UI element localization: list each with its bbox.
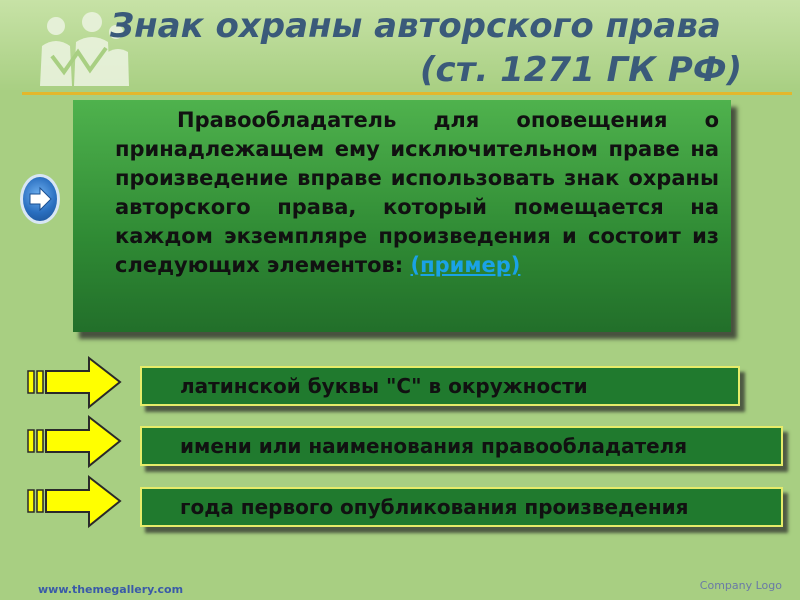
list-item	[140, 366, 740, 406]
list-item	[140, 487, 783, 527]
page-subtitle: (ст. 1271 ГК РФ)	[420, 50, 743, 90]
next-button[interactable]	[20, 174, 60, 224]
list-item	[140, 426, 783, 466]
right-arrow-icon	[23, 177, 57, 221]
footer-logo: Company Logo	[699, 579, 782, 592]
list-item-label: латинской буквы "С" в окружности	[180, 374, 588, 398]
example-link[interactable]: (пример)	[410, 253, 521, 277]
list-item-label: года первого опубликования произведения	[180, 495, 689, 519]
list-item-label: имени или наименования правообладателя	[180, 434, 688, 458]
right-arrow-icon	[27, 414, 123, 470]
footer-url[interactable]: www.themegallery.com	[38, 583, 184, 596]
title-divider	[22, 92, 792, 95]
right-arrow-icon	[27, 474, 123, 530]
page-title: Знак охраны авторского права	[110, 6, 721, 46]
right-arrow-icon	[27, 355, 123, 411]
definition-text: Правообладатель для оповещения о принадлежащем ему исключительном праве на произведение вправе использовать знак охраны авторского права, который помещается на каждом экземпляре произведения и состоит из следующих элементов:	[115, 108, 719, 277]
definition-box	[73, 100, 731, 332]
